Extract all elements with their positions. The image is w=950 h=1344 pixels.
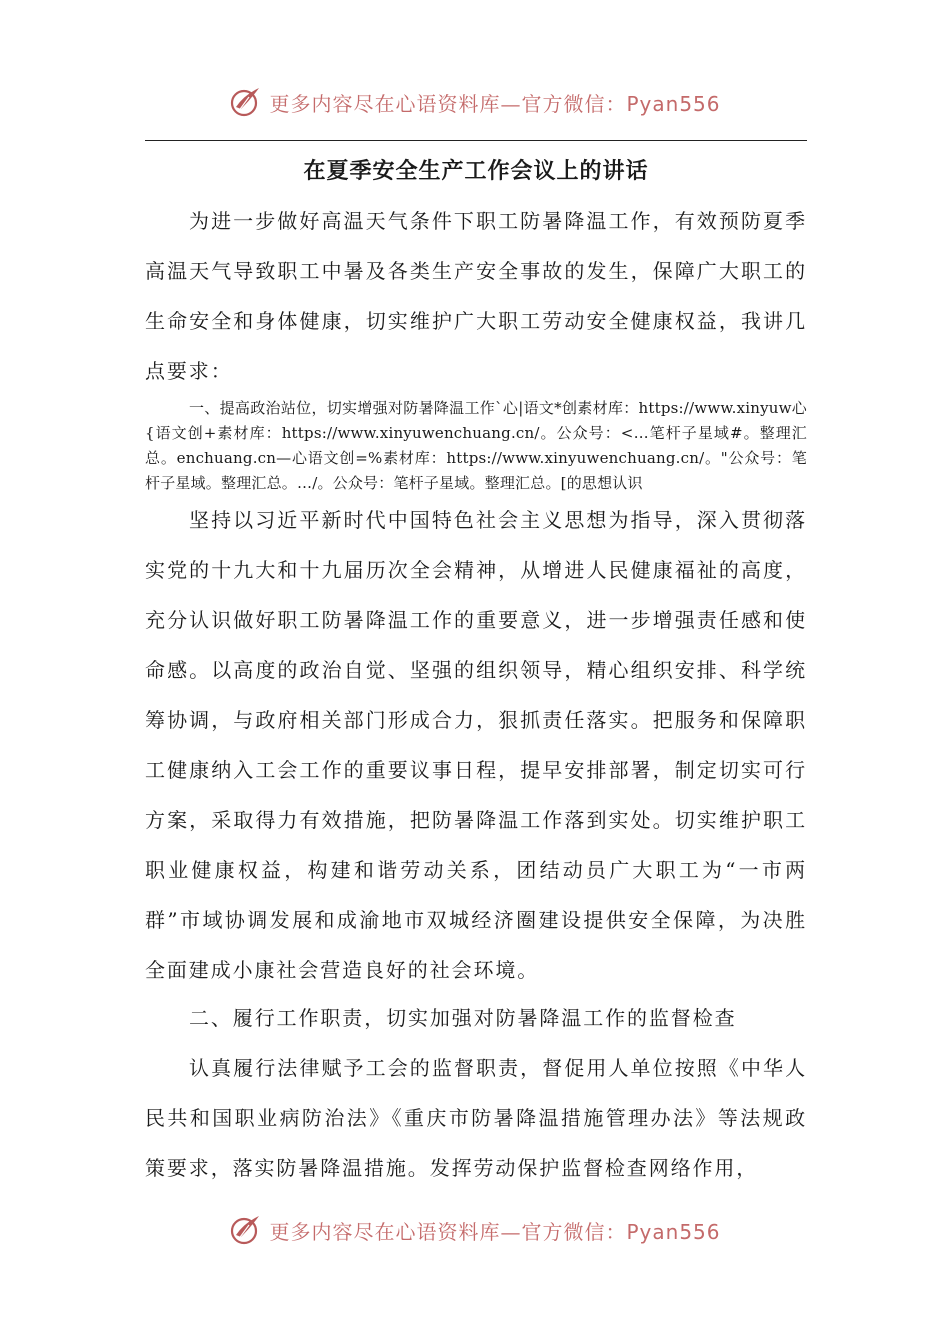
quill-logo-icon: [229, 1213, 263, 1247]
watermark-text: 更多内容尽在心语资料库—官方微信：Pyan556: [269, 91, 721, 116]
section1-heading: 一、提高政治站位，切实增强对防暑降温工作`心|语文*创素材库：https://www.xinyuw心{语文创+素材库：https://www.xinyuwenchuang.cn/。公众号：<…笔杆子星域#。整理汇总。enchuang.cn—心语文创=%素材库：https://www.xinyuwenchuang.cn/。"公众号：笔杆子星域。整理汇总。…/。公众号：笔杆子星域。整理汇总。[的思想认识: [145, 399, 807, 492]
watermark-text: 更多内容尽在心语资料库—官方微信：Pyan556: [269, 1219, 721, 1244]
section2-heading: 二、履行工作职责，切实加强对防暑降温工作的监督检查: [189, 1006, 737, 1030]
page-title: 在夏季安全生产工作会议上的讲话: [303, 158, 649, 184]
quill-logo-icon: [229, 85, 263, 119]
intro-paragraph: 为进一步做好高温天气条件下职工防暑降温工作，有效预防夏季高温天气导致职工中暑及各类生产安全事故的发生，保障广大职工的生命安全和身体健康，切实维护广大职工劳动安全健康权益，我讲几点要求：: [145, 209, 807, 383]
header-rule: [145, 140, 807, 141]
section2-body: 认真履行法律赋予工会的监督职责，督促用人单位按照《中华人民共和国职业病防治法》《重庆市防暑降温措施管理办法》等法规政策要求，落实防暑降温措施。发挥劳动保护监督检查网络作用，: [145, 1056, 807, 1180]
footer-watermark: [0, 1210, 950, 1250]
header-watermark: [0, 82, 950, 122]
section1-body: 坚持以习近平新时代中国特色社会主义思想为指导，深入贯彻落实党的十九大和十九届历次全会精神，从增进人民健康福祉的高度，充分认识做好职工防暑降温工作的重要意义，进一步增强责任感和使命感。以高度的政治自觉、坚强的组织领导，精心组织安排、科学统筹协调，与政府相关部门形成合力，狠抓责任落实。把服务和保障职工健康纳入工会工作的重要议事日程，提早安排部署，制定切实可行方案，采取得力有效措施，把防暑降温工作落到实处。切实维护职工职业健康权益，构建和谐劳动关系，团结动员广大职工为“一市两群”市域协调发展和成渝地市双城经济圈建设提供安全保障，为决胜全面建成小康社会营造良好的社会环境。: [145, 508, 807, 982]
